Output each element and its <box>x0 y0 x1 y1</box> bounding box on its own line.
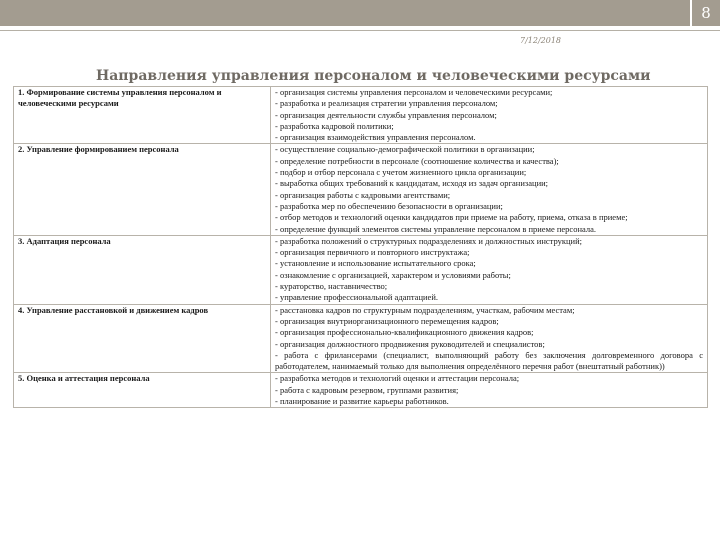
list-item: - выработка общих требований к кандидатам, исходя из задач организации; <box>275 178 549 189</box>
table-row <box>14 373 708 408</box>
table-row <box>14 87 708 144</box>
category-cell: 4. Управление расстановкой и движением кадров <box>14 304 271 373</box>
directions-table <box>13 86 708 408</box>
list-item: - организация работы с кадровыми агентствами; <box>275 189 451 200</box>
list-item: - планирование и развитие карьеры работников. <box>275 396 449 407</box>
list-item: - разработка методов и технологий оценки и аттестации персонала; <box>275 373 520 384</box>
list-item: - управление профессиональной адаптацией. <box>275 292 439 303</box>
header-rule <box>0 30 720 31</box>
list-item: - установление и использование испытательного срока; <box>275 258 476 269</box>
list-item: - организация деятельности службы управления персоналом; <box>275 109 497 120</box>
table-row <box>14 144 708 235</box>
list-item: - расстановка кадров по структурным подразделениям, участкам, рабочим местам; <box>275 304 575 315</box>
items-cell <box>271 235 708 304</box>
category-cell: 2. Управление формированием персонала <box>14 144 271 235</box>
list-item: - подбор и отбор персонала с учетом жизненного цикла организации; <box>275 167 527 178</box>
list-item: - работа с фрилансерами (специалист, выполняющий работу без заключения долговременного договора с работодателем, нанимаемый только для выполнения определённого перечня работ (внештатный работник)) <box>275 349 703 372</box>
items-cell <box>271 87 708 144</box>
items-cell <box>271 144 708 235</box>
list-item: - работа с кадровым резервом, группами развития; <box>275 384 459 395</box>
list-item: - ознакомление с организацией, характером и условиями работы; <box>275 269 511 280</box>
list-item: - разработка положений о структурных подразделениях и должностных инструкций; <box>275 235 583 246</box>
slide-title: Направления управления персоналом и человеческими ресурсами <box>96 68 651 84</box>
list-item: - кураторство, наставничество; <box>275 281 388 292</box>
slide-date: 7/12/2018 <box>520 36 562 45</box>
list-item: - разработка и реализация стратегии управления персоналом; <box>275 98 498 109</box>
items-cell <box>271 373 708 408</box>
category-cell: 3. Адаптация персонала <box>14 235 271 304</box>
list-item: - осуществление социально-демографической политики в организации; <box>275 144 535 155</box>
items-cell <box>271 304 708 373</box>
table-row <box>14 235 708 304</box>
list-item: - определение потребности в персонале (соотношение количества и качества); <box>275 155 559 166</box>
list-item: - определение функций элементов системы управление персоналом в приеме персонала. <box>275 223 596 234</box>
list-item: - организация внутриорганизационного перемещения кадров; <box>275 315 499 326</box>
list-item: - организация профессионально-квалификационного движения кадров; <box>275 327 534 338</box>
page-number: 8 <box>690 0 720 26</box>
list-item: - организация системы управления персоналом и человеческими ресурсами; <box>275 87 553 97</box>
category-cell: 1. Формирование системы управления персоналом и человеческими ресурсами <box>14 87 271 144</box>
table-row <box>14 304 708 373</box>
category-cell: 5. Оценка и аттестация персонала <box>14 373 271 408</box>
list-item: - разработка кадровой политики; <box>275 120 394 131</box>
list-item: - отбор методов и технологий оценки кандидатов при приеме на работу, приема, отказа в приеме; <box>275 212 628 223</box>
list-item: - разработка мер по обеспечению безопасности в организации; <box>275 200 503 211</box>
header-band <box>0 0 720 26</box>
list-item: - организация взаимодействия управления персоналом. <box>275 132 476 143</box>
list-item: - организация первичного и повторного инструктажа; <box>275 247 470 258</box>
list-item: - организация должностного продвижения руководителей и специалистов; <box>275 338 545 349</box>
